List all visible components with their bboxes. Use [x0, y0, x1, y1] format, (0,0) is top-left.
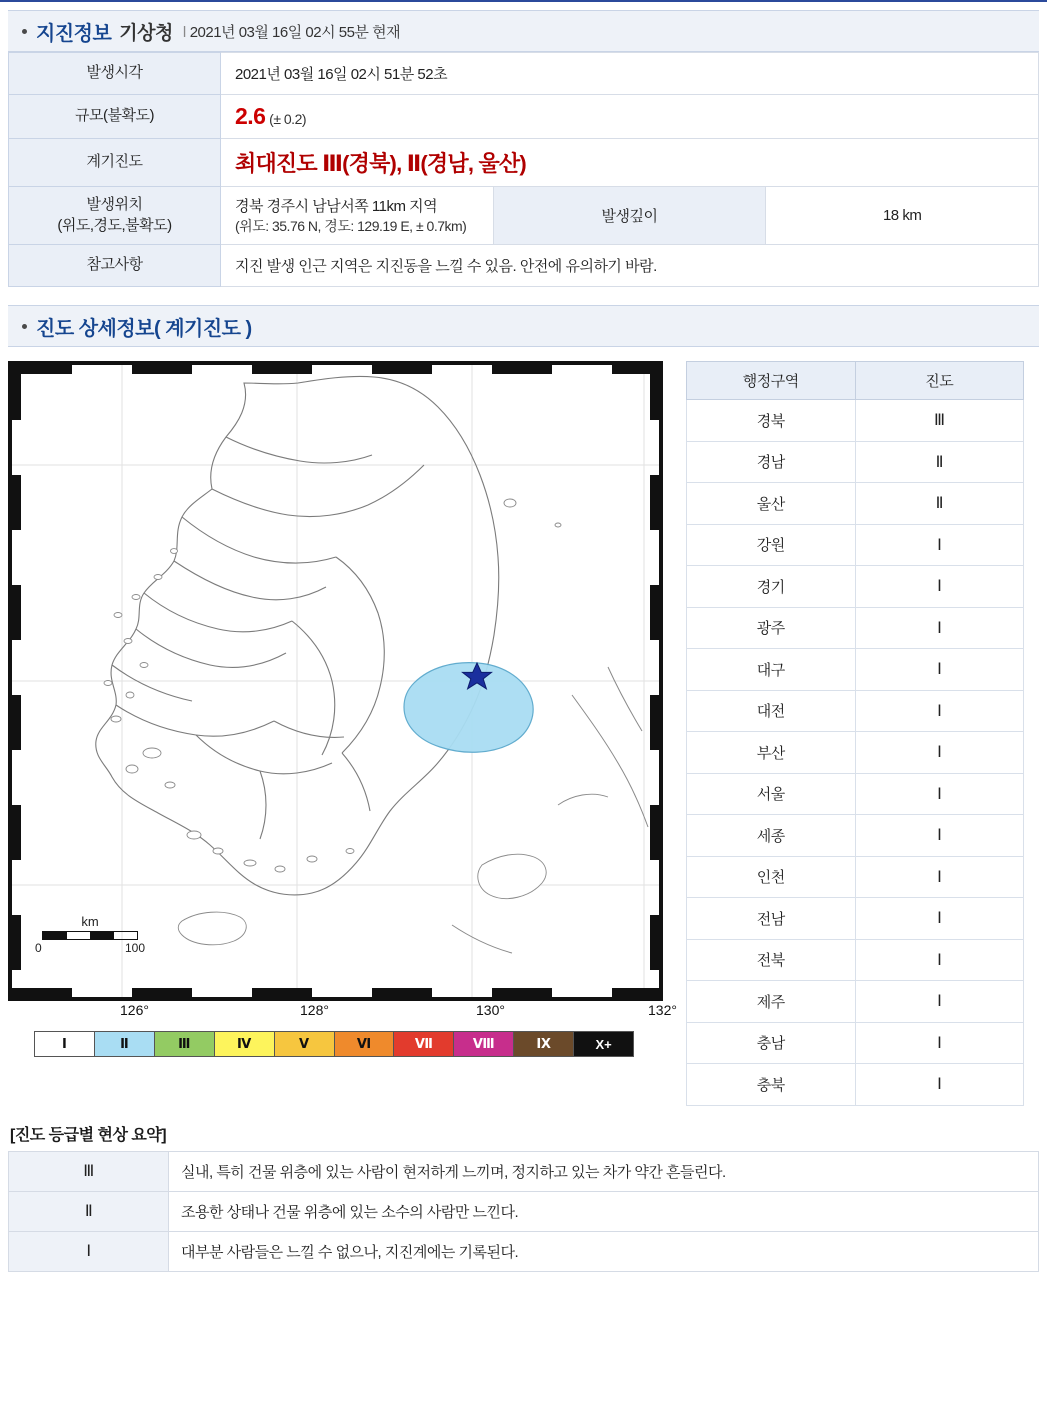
region-name: 부산: [687, 732, 856, 774]
location-coordinates: (위도: 35.76 N, 경도: 129.19 E, ± 0.7km): [235, 218, 467, 234]
map-lon-label-128: 128°: [300, 1002, 329, 1018]
region-table-header-intensity: 진도: [855, 362, 1024, 400]
map-lon-label-132: 132°: [648, 1002, 677, 1018]
legend-item-9: Ⅸ: [514, 1032, 574, 1056]
region-name: 강원: [687, 524, 856, 566]
table-row: [687, 939, 1024, 981]
table-row: [687, 981, 1024, 1023]
table-row-time: [9, 53, 1039, 95]
row-label-depth: 발생깊이: [493, 187, 766, 245]
table-row: [687, 690, 1024, 732]
legend-item-8: Ⅷ: [454, 1032, 514, 1056]
bullet-icon-2: [22, 324, 27, 329]
row-value-instrumental-intensity: [221, 139, 1039, 187]
table-row: [687, 1064, 1024, 1106]
region-name: 경남: [687, 441, 856, 483]
earthquake-info-header: [8, 10, 1039, 52]
row-value-magnitude: [221, 95, 1039, 139]
region-name: 광주: [687, 607, 856, 649]
region-table-header-region: 행정구역: [687, 362, 856, 400]
max-intensity-text: 최대진도 Ⅲ(경북), Ⅱ(경남, 울산): [235, 151, 526, 176]
section-title-earthquake-info: 지진정보: [36, 22, 112, 45]
region-name: 전남: [687, 898, 856, 940]
map-column: [8, 361, 677, 1057]
region-intensity: Ⅱ: [855, 441, 1024, 483]
row-value-remarks: 지진 발생 인근 지역은 지진동을 느낄 수 있음. 안전에 유의하기 바람.: [221, 245, 1039, 287]
summary-level: Ⅰ: [9, 1231, 169, 1271]
magnitude-uncertainty: (± 0.2): [269, 111, 307, 127]
table-row: [687, 1022, 1024, 1064]
table-row: [687, 524, 1024, 566]
row-label-instrumental-intensity: 계기진도: [9, 139, 221, 187]
region-intensity: Ⅰ: [855, 773, 1024, 815]
map-lon-axis: [8, 1001, 677, 1021]
region-name: 대전: [687, 690, 856, 732]
map-lon-label-126: 126°: [120, 1002, 149, 1018]
table-row: [9, 1231, 1039, 1271]
legend-item-5: Ⅴ: [275, 1032, 335, 1056]
table-row: [687, 607, 1024, 649]
legend-item-1: Ⅰ: [35, 1032, 95, 1056]
region-name: 대구: [687, 649, 856, 691]
intensity-detail-body: [8, 361, 1039, 1106]
intensity-detail-header: [8, 305, 1039, 347]
region-intensity: Ⅰ: [855, 898, 1024, 940]
page-top-rule: [0, 0, 1047, 4]
legend-item-10: X+: [574, 1032, 633, 1056]
legend-item-2: Ⅱ: [95, 1032, 155, 1056]
region-intensity: Ⅰ: [855, 981, 1024, 1023]
table-row: [687, 441, 1024, 483]
region-intensity: Ⅰ: [855, 524, 1024, 566]
legend-item-6: Ⅵ: [335, 1032, 395, 1056]
summary-level: Ⅲ: [9, 1151, 169, 1191]
earthquake-info-table: [8, 52, 1039, 287]
legend-item-7: Ⅶ: [394, 1032, 454, 1056]
table-row: [9, 1151, 1039, 1191]
intensity-map[interactable]: [8, 361, 663, 1001]
magnitude-value: 2.6: [235, 103, 266, 129]
region-name: 충북: [687, 1064, 856, 1106]
row-value-location: [221, 187, 494, 245]
table-row: [9, 1191, 1039, 1231]
table-row: [687, 815, 1024, 857]
region-name: 인천: [687, 856, 856, 898]
region-name: 경북: [687, 400, 856, 442]
region-name: 서울: [687, 773, 856, 815]
report-timestamp-text: 2021년 03월 16일 02시 55분 현재: [189, 23, 401, 41]
table-row-location: [9, 187, 1039, 245]
map-scale-min: 0: [35, 941, 42, 955]
row-label-location-line2: (위도,경도,불확도): [57, 216, 172, 234]
region-intensity: Ⅰ: [855, 1022, 1024, 1064]
row-label-location-line1: 발생위치: [86, 196, 143, 214]
region-name: 전북: [687, 939, 856, 981]
table-row: [687, 400, 1024, 442]
region-intensity: Ⅱ: [855, 483, 1024, 525]
row-label-magnitude: 규모(불확도): [9, 95, 221, 139]
region-intensity: Ⅲ: [855, 400, 1024, 442]
summary-text: 대부분 사람들은 느낄 수 없으나, 지진계에는 기록된다.: [169, 1231, 1039, 1271]
region-name: 세종: [687, 815, 856, 857]
region-intensity: Ⅰ: [855, 607, 1024, 649]
region-name: 경기: [687, 566, 856, 608]
summary-text: 실내, 특히 건물 위층에 있는 사람이 현저하게 느끼며, 정지하고 있는 차가 약간 흔들린다.: [169, 1151, 1039, 1191]
summary-title: [진도 등급별 현상 요약]: [10, 1126, 167, 1144]
row-label-location: [9, 187, 221, 245]
region-name: 울산: [687, 483, 856, 525]
region-intensity: Ⅰ: [855, 566, 1024, 608]
region-intensity: Ⅰ: [855, 815, 1024, 857]
agency-label: 기상청: [119, 22, 173, 44]
summary-text: 조용한 상태나 건물 위층에 있는 소수의 사람만 느낀다.: [169, 1191, 1039, 1231]
map-scale-max: 100: [124, 941, 145, 955]
location-description: 경북 경주시 남남서쪽 11km 지역: [235, 198, 438, 215]
region-intensity: Ⅰ: [855, 732, 1024, 774]
map-scale-bar: [35, 914, 145, 955]
section-title-intensity-detail: 진도 상세정보( 계기진도 ): [36, 317, 252, 340]
row-label-origin-time: 발생시각: [9, 53, 221, 95]
region-name: 충남: [687, 1022, 856, 1064]
region-intensity: Ⅰ: [855, 690, 1024, 732]
map-lon-label-130: 130°: [476, 1002, 505, 1018]
map-svg: [12, 365, 659, 997]
table-row-magnitude: [9, 95, 1039, 139]
region-table-header-row: [687, 362, 1024, 400]
legend-item-4: Ⅳ: [215, 1032, 275, 1056]
bullet-icon: [22, 29, 27, 34]
region-name: 제주: [687, 981, 856, 1023]
table-row: [687, 732, 1024, 774]
table-row: [687, 483, 1024, 525]
summary-level: Ⅱ: [9, 1191, 169, 1231]
table-row: [687, 649, 1024, 691]
table-row-remarks: [9, 245, 1039, 287]
region-intensity: Ⅰ: [855, 856, 1024, 898]
table-row: [687, 898, 1024, 940]
intensity-description-table: [8, 1151, 1039, 1272]
map-scale-segments: [42, 931, 138, 940]
row-value-origin-time: 2021년 03월 16일 02시 51분 52초: [221, 53, 1039, 95]
region-intensity-table: [686, 361, 1024, 1106]
intensity-legend: [34, 1031, 634, 1057]
region-intensity: Ⅰ: [855, 1064, 1024, 1106]
table-row-intensity: [9, 139, 1039, 187]
pipe-separator: l: [182, 23, 186, 41]
region-intensity: Ⅰ: [855, 649, 1024, 691]
row-label-remarks: 참고사항: [9, 245, 221, 287]
row-value-depth: 18 km: [766, 187, 1039, 245]
table-row: [687, 773, 1024, 815]
legend-item-3: Ⅲ: [155, 1032, 215, 1056]
map-scale-title: km: [81, 914, 99, 929]
report-timestamp: [183, 21, 400, 42]
table-row: [687, 566, 1024, 608]
table-row: [687, 856, 1024, 898]
region-intensity: Ⅰ: [855, 939, 1024, 981]
